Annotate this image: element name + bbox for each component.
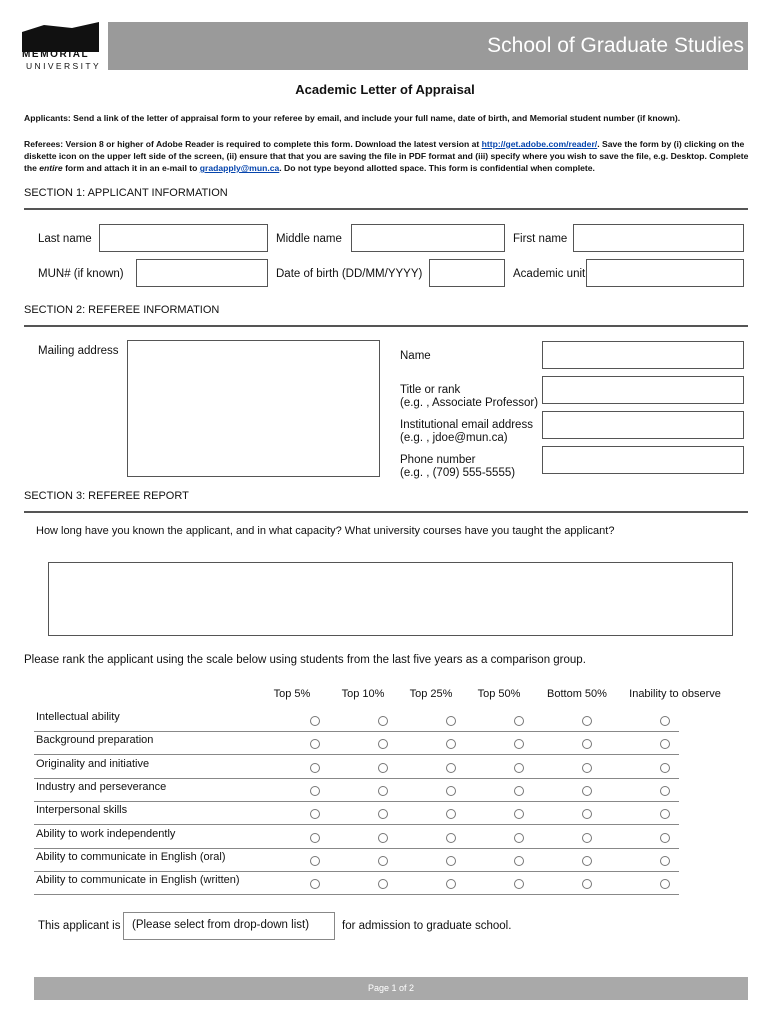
page-number: Page 1 of 2 xyxy=(367,983,415,993)
section1-heading: SECTION 1: APPLICANT INFORMATION xyxy=(24,187,228,199)
criterion-row-divider xyxy=(34,894,679,895)
criterion-row-divider xyxy=(34,778,679,779)
memorial-logo-icon xyxy=(22,22,99,52)
rating-radio[interactable] xyxy=(660,786,670,796)
criterion-row-divider xyxy=(34,754,679,755)
criterion-label: Interpersonal skills xyxy=(36,804,128,817)
referees-text-2: . Save the form by (i) clicking on the diskette icon on the upper left side of the screen, (ii) ensure that that you are saving the file in PDF format and (iii) specify where you wish to save the file, e.g. Desktop. Complete the xyxy=(24,139,749,173)
rating-radio[interactable] xyxy=(582,879,592,889)
rating-radio[interactable] xyxy=(582,739,592,749)
rating-radio[interactable] xyxy=(310,809,320,819)
mailing-address-label: Mailing address xyxy=(38,345,119,357)
middle-name-label: Middle name xyxy=(276,233,342,245)
col-bottom-50: Bottom 50% xyxy=(547,688,607,700)
referee-name-label: Name xyxy=(400,350,431,362)
section2-divider xyxy=(24,325,748,327)
rating-radio[interactable] xyxy=(310,716,320,726)
adobe-reader-link[interactable]: http://get.adobe.com/reader/ xyxy=(481,139,598,149)
criterion-label: Ability to work independently xyxy=(36,827,176,840)
phone-label: Phone number xyxy=(400,454,476,466)
recommendation-dropdown[interactable] xyxy=(123,912,335,940)
academic-unit-label: Academic unit xyxy=(513,268,586,280)
rating-radio[interactable] xyxy=(378,809,388,819)
middle-name-field[interactable] xyxy=(351,224,505,252)
rating-radio[interactable] xyxy=(514,763,524,773)
criterion-row-divider xyxy=(34,731,679,732)
rating-radio[interactable] xyxy=(446,809,456,819)
rating-radio[interactable] xyxy=(378,879,388,889)
rating-radio[interactable] xyxy=(310,786,320,796)
rating-radio[interactable] xyxy=(446,786,456,796)
dob-label: Date of birth (DD/MM/YYYY) xyxy=(276,268,423,280)
criterion-row-divider xyxy=(34,848,679,849)
criterion-label: Originality and initiative xyxy=(36,757,150,770)
phone-field[interactable] xyxy=(542,446,744,474)
rating-radio[interactable] xyxy=(310,833,320,843)
email-example: (e.g. , jdoe@mun.ca) xyxy=(400,432,508,444)
rating-radio[interactable] xyxy=(378,856,388,866)
criterion-label: Industry and perseverance xyxy=(36,780,167,793)
rating-radio[interactable] xyxy=(378,739,388,749)
title-rank-label: Title or rank xyxy=(400,384,461,396)
rating-radio[interactable] xyxy=(514,833,524,843)
rating-radio[interactable] xyxy=(582,716,592,726)
rating-radio[interactable] xyxy=(446,879,456,889)
rating-radio[interactable] xyxy=(660,716,670,726)
section1-divider xyxy=(24,208,748,210)
email-field[interactable] xyxy=(542,411,744,439)
rating-radio[interactable] xyxy=(514,856,524,866)
first-name-field[interactable] xyxy=(573,224,744,252)
entire-word: entire xyxy=(39,163,63,173)
mun-number-field[interactable] xyxy=(136,259,268,287)
criterion-label: Ability to communicate in English (oral) xyxy=(36,850,226,863)
criterion-label: Intellectual ability xyxy=(36,711,120,723)
logo-line2: UNIVERSITY xyxy=(26,61,102,71)
referees-instructions xyxy=(24,138,749,174)
col-top-25: Top 25% xyxy=(409,688,453,700)
gradapply-email-link[interactable]: gradapply@mun.ca xyxy=(199,163,280,173)
rating-radio[interactable] xyxy=(310,879,320,889)
rating-radio[interactable] xyxy=(660,739,670,749)
rating-radio[interactable] xyxy=(310,856,320,866)
rating-radio[interactable] xyxy=(514,786,524,796)
for-admission-label: for admission to graduate school. xyxy=(342,920,512,932)
phone-example: (e.g. , (709) 555-5555) xyxy=(400,467,516,479)
rating-radio[interactable] xyxy=(582,786,592,796)
last-name-label: Last name xyxy=(38,233,92,245)
rating-radio[interactable] xyxy=(660,763,670,773)
rating-radio[interactable] xyxy=(378,786,388,796)
rating-radio[interactable] xyxy=(446,833,456,843)
dropdown-value: (Please select from drop-down list) xyxy=(132,919,310,931)
academic-unit-field[interactable] xyxy=(586,259,744,287)
rating-radio[interactable] xyxy=(582,763,592,773)
email-label: Institutional email address xyxy=(400,419,533,431)
rating-radio[interactable] xyxy=(514,809,524,819)
referees-text-3: form and attach it in an e-mail to xyxy=(62,163,200,173)
col-top-10: Top 10% xyxy=(341,688,385,700)
first-name-label: First name xyxy=(513,233,568,245)
criterion-label: Background preparation xyxy=(36,734,154,747)
rating-radio[interactable] xyxy=(446,716,456,726)
report-answer-field[interactable] xyxy=(48,562,733,636)
rank-prompt: Please rank the applicant using the scale below using students from the last five years as a comparison group. xyxy=(24,654,586,666)
col-top-5: Top 5% xyxy=(273,688,311,700)
report-question: How long have you known the applicant, and in what capacity? What university courses have you taught the applicant? xyxy=(36,525,615,537)
section3-divider xyxy=(24,511,748,513)
rating-radio[interactable] xyxy=(446,763,456,773)
col-inability: Inability to observe xyxy=(629,688,721,700)
applicant-is-label: This applicant is xyxy=(38,920,121,932)
section2-heading: SECTION 2: REFEREE INFORMATION xyxy=(24,304,220,316)
rating-radio[interactable] xyxy=(378,763,388,773)
title-rank-example: (e.g. , Associate Professor) xyxy=(400,397,539,409)
referees-text-4: . Do not type beyond allotted space. This form is confidential when complete. xyxy=(279,163,595,173)
rating-radio[interactable] xyxy=(446,739,456,749)
rating-radio[interactable] xyxy=(514,739,524,749)
section3-heading: SECTION 3: REFEREE REPORT xyxy=(24,490,189,502)
rating-radio[interactable] xyxy=(310,739,320,749)
title-rank-field[interactable] xyxy=(542,376,744,404)
rating-radio[interactable] xyxy=(446,856,456,866)
applicants-instructions: Applicants: Send a link of the letter of appraisal form to your referee by email, and include your full name, date of birth, and Memorial student number (if known). xyxy=(24,113,681,123)
mailing-address-field[interactable] xyxy=(127,340,380,477)
last-name-field[interactable] xyxy=(99,224,268,252)
rating-radio[interactable] xyxy=(310,763,320,773)
rating-radio[interactable] xyxy=(514,879,524,889)
school-title: School of Graduate Studies xyxy=(487,34,744,57)
rating-radio[interactable] xyxy=(582,833,592,843)
criterion-row-divider xyxy=(34,871,679,872)
logo-line1: MEMORIAL xyxy=(22,49,90,60)
rating-radio[interactable] xyxy=(660,809,670,819)
criterion-row-divider xyxy=(34,801,679,802)
rating-radio[interactable] xyxy=(582,856,592,866)
rating-radio[interactable] xyxy=(582,809,592,819)
col-top-50: Top 50% xyxy=(477,688,521,700)
rating-radio[interactable] xyxy=(660,856,670,866)
criterion-label: Ability to communicate in English (written) xyxy=(36,874,240,887)
referees-text-1: Referees: Version 8 or higher of Adobe Reader is required to complete this form. Download the latest version at xyxy=(24,139,482,149)
rating-radio[interactable] xyxy=(514,716,524,726)
mun-number-label: MUN# (if known) xyxy=(38,268,124,280)
rating-radio[interactable] xyxy=(378,833,388,843)
criterion-row-divider xyxy=(34,824,679,825)
rating-radio[interactable] xyxy=(378,716,388,726)
dob-field[interactable] xyxy=(429,259,505,287)
document-title: Academic Letter of Appraisal xyxy=(295,82,475,97)
rating-radio[interactable] xyxy=(660,833,670,843)
rating-radio[interactable] xyxy=(660,879,670,889)
referee-name-field[interactable] xyxy=(542,341,744,369)
